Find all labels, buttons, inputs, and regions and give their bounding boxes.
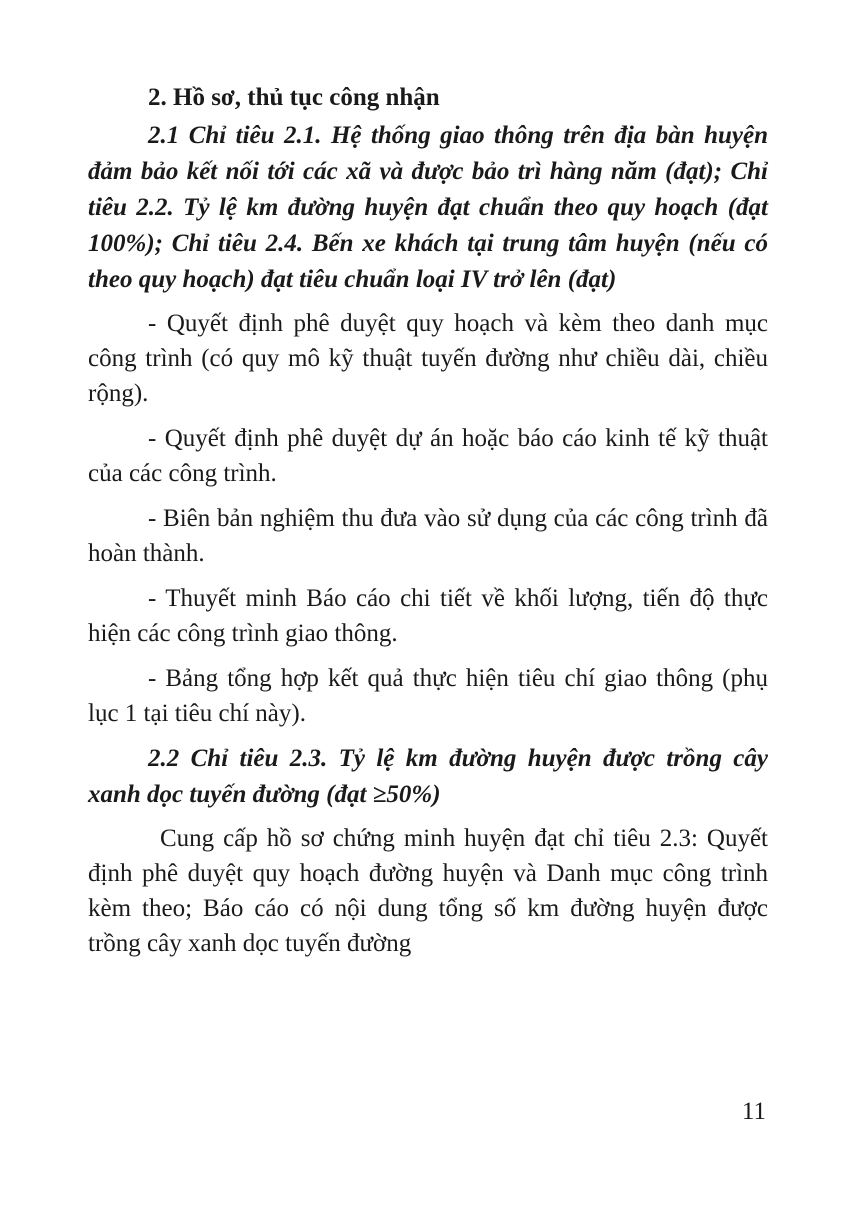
page-number: 11	[741, 1098, 766, 1125]
subsection-title-2-1: 2.1 Chỉ tiêu 2.1. Hệ thống giao thông trên địa bàn huyện đảm bảo kết nối tới các xã và được bảo trì hàng năm (đạt); Chỉ tiêu 2.2. Tỷ lệ km đường huyện đạt chuẩn theo quy hoạch (đạt 100%); Chỉ tiêu 2.4. Bến xe khách tại trung tâm huyện (nếu có theo quy hoạch) đạt tiêu chuẩn loại IV trở lên (đạt)	[88, 122, 768, 293]
list-item: - Quyết định phê duyệt dự án hoặc báo cáo kinh tế kỹ thuật của các công trình.	[88, 425, 768, 487]
list-item: - Biên bản nghiệm thu đưa vào sử dụng của các công trình đã hoàn thành.	[88, 505, 768, 567]
body-paragraph: Cung cấp hồ sơ chứng minh huyện đạt chỉ tiêu 2.3: Quyết định phê duyệt quy hoạch đường huyện và Danh mục công trình kèm theo; Báo cáo có nội dung tổng số km đường huyện được trồng cây xanh dọc tuyến đường	[88, 825, 768, 957]
section-heading: 2. Hồ sơ, thủ tục công nhận	[148, 84, 440, 111]
document-page	[88, 80, 768, 971]
list-item: - Quyết định phê duyệt quy hoạch và kèm theo danh mục công trình (có quy mô kỹ thuật tuyến đường như chiều dài, chiều rộng).	[88, 310, 768, 407]
list-item: - Bảng tổng hợp kết quả thực hiện tiêu chí giao thông (phụ lục 1 tại tiêu chí này).	[88, 665, 768, 727]
subsection-title-2-2: 2.2 Chỉ tiêu 2.3. Tỷ lệ km đường huyện được trồng cây xanh dọc tuyến đường (đạt ≥50%)	[88, 745, 768, 808]
list-item: - Thuyết minh Báo cáo chi tiết về khối lượng, tiến độ thực hiện các công trình giao thông.	[88, 585, 768, 647]
